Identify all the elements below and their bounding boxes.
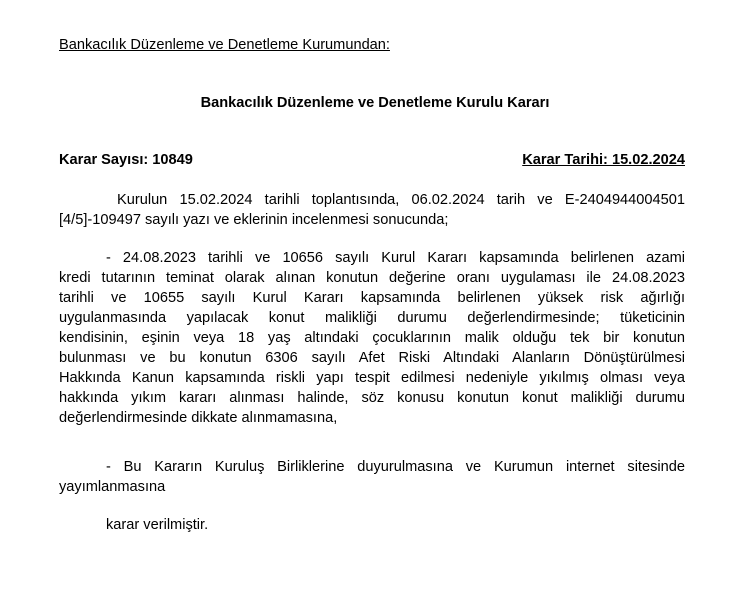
paragraph-2-line-5: kendisinin, eşinin veya 18 yaş altındaki çocuklarının malik olduğu tek bir konutun — [59, 330, 685, 346]
paragraph-2-line-9: değerlendirmesinde dikkate alınmamasına, — [59, 410, 338, 426]
paragraph-2-line-4: uygulanmasında yapılacak konut malikliği durumu değerlendirmesinde; tüketicinin — [59, 310, 685, 326]
paragraph-3-line-2: yayımlanmasına — [59, 479, 166, 495]
closing-statement: karar verilmiştir. — [106, 517, 209, 533]
paragraph-2-line-6: bulunması ve bu konutun 6306 sayılı Afet Riski Altındaki Alanların Dönüştürülmesi — [59, 350, 685, 366]
paragraph-2-line-7: Hakkında Kanun kapsamında riskli yapı tespit edilmesi nedeniyle yıkılmış olması veya — [59, 370, 685, 386]
paragraph-2-line-2: kredi tutarının teminat olarak alınan konutun değerine oranı uygulaması ile 24.08.2023 — [59, 270, 685, 286]
decision-title: Bankacılık Düzenleme ve Denetleme Kurulu Kararı — [200, 95, 550, 111]
paragraph-2-line-3: tarihli ve 10655 sayılı Kurul Kararı kapsamında belirlenen yüksek risk ağırlığı — [59, 290, 685, 306]
paragraph-2-line-1: - 24.08.2023 tarihli ve 10656 sayılı Kurul Kararı kapsamında belirlenen azami — [106, 250, 685, 266]
paragraph-1-line-2: [4/5]-109497 sayılı yazı ve eklerinin incelenmesi sonucunda; — [59, 212, 449, 228]
decision-number: Karar Sayısı: 10849 — [59, 152, 193, 168]
paragraph-2-line-8: hakkında yıkım kararı alınması halinde, söz konusu konutun konut malikliği durumu — [59, 390, 685, 406]
paragraph-3-line-1: - Bu Kararın Kuruluş Birliklerine duyurulmasına ve Kurumun internet sitesinde — [106, 459, 685, 475]
decision-date: Karar Tarihi: 15.02.2024 — [522, 152, 685, 168]
paragraph-1-line-1: Kurulun 15.02.2024 tarihli toplantısında, 06.02.2024 tarih ve E-2404944004501 — [117, 192, 685, 208]
institution-heading: Bankacılık Düzenleme ve Denetleme Kurumundan: — [59, 37, 390, 53]
